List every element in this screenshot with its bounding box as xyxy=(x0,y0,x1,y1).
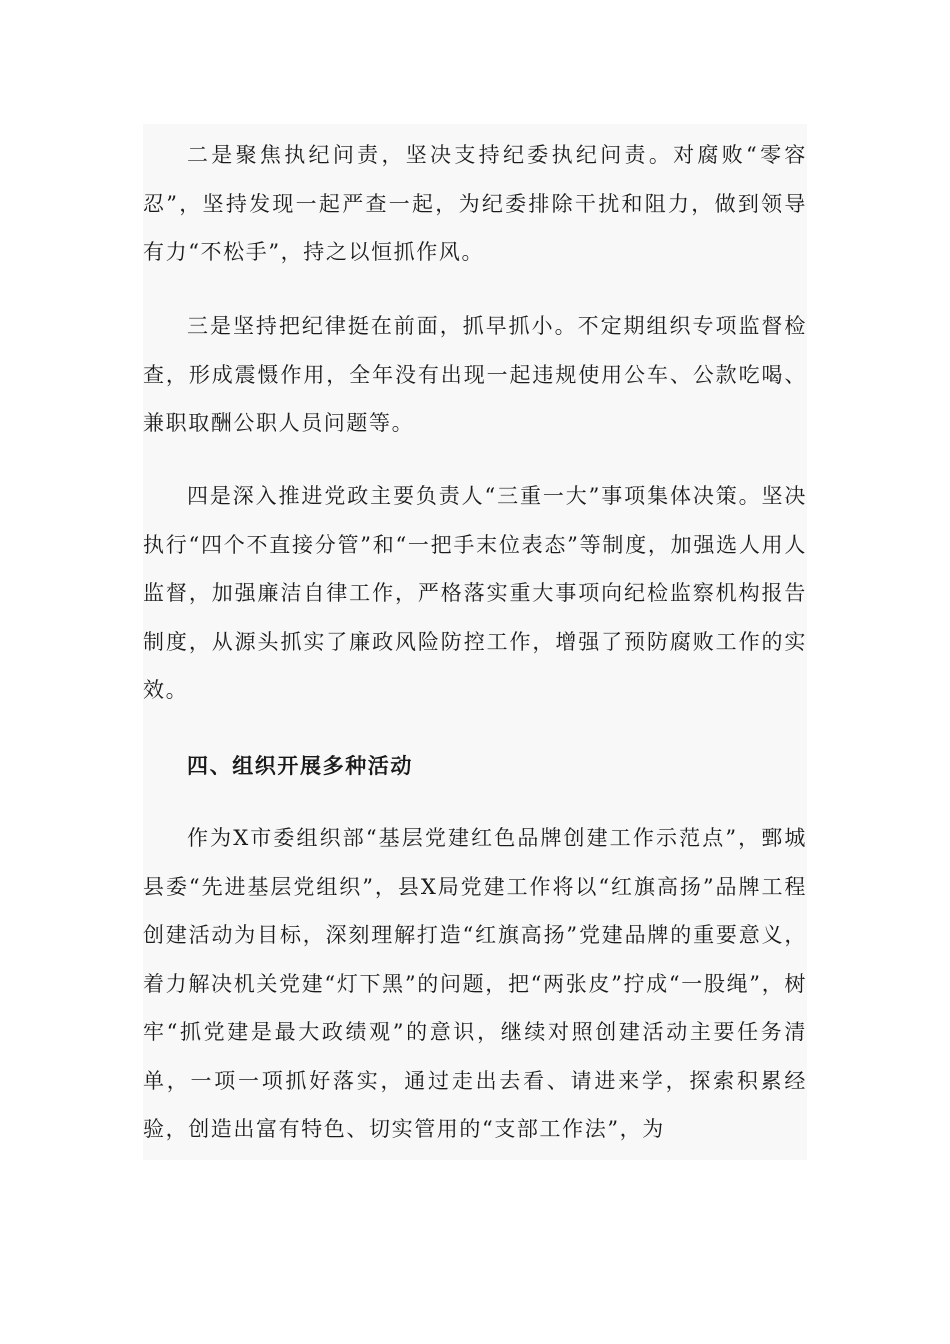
paragraph-collective-decision: 四是深入推进党政主要负责人“三重一大”事项集体决策。坚决执行“四个不直接分管”和“一把手末位表态”等制度，加强选人用人监督，加强廉洁自律工作，严格落实重大事项向纪检监察机构报告制度，从源头抓实了廉政风险防控工作，增强了预防腐败工作的实效。 xyxy=(143,484,807,702)
paragraph-discipline-first: 三是坚持把纪律挺在前面，抓早抓小。不定期组织专项监督检查，形成震慑作用，全年没有出现一起违规使用公车、公款吃喝、兼职取酬公职人员问题等。 xyxy=(143,314,807,435)
section-heading: 四、组织开展多种活动 xyxy=(187,754,413,778)
paragraph-activities: 作为X市委组织部“基层党建红色品牌创建工作示范点”，鄄城县委“先进基层党组织”，县X局党建工作将以“红旗高扬”品牌工程创建活动为目标，深刻理解打造“红旗高扬”党建品牌的重要意义，着力解决机关党建“灯下黑”的问题，把“两张皮”拧成“一股绳”，树牢“抓党建是最大政绩观”的意识，继续对照创建活动主要任务清单，一项一项抓好落实，通过走出去看、请进来学，探索积累经验，创造出富有特色、切实管用的“支部工作法”，为 xyxy=(143,826,807,1141)
document-body xyxy=(143,124,807,1160)
paragraph-discipline-accountability: 二是聚焦执纪问责，坚决支持纪委执纪问责。对腐败“零容忍”，坚持发现一起严查一起，为纪委排除干扰和阻力，做到领导有力“不松手”，持之以恒抓作风。 xyxy=(143,143,807,264)
